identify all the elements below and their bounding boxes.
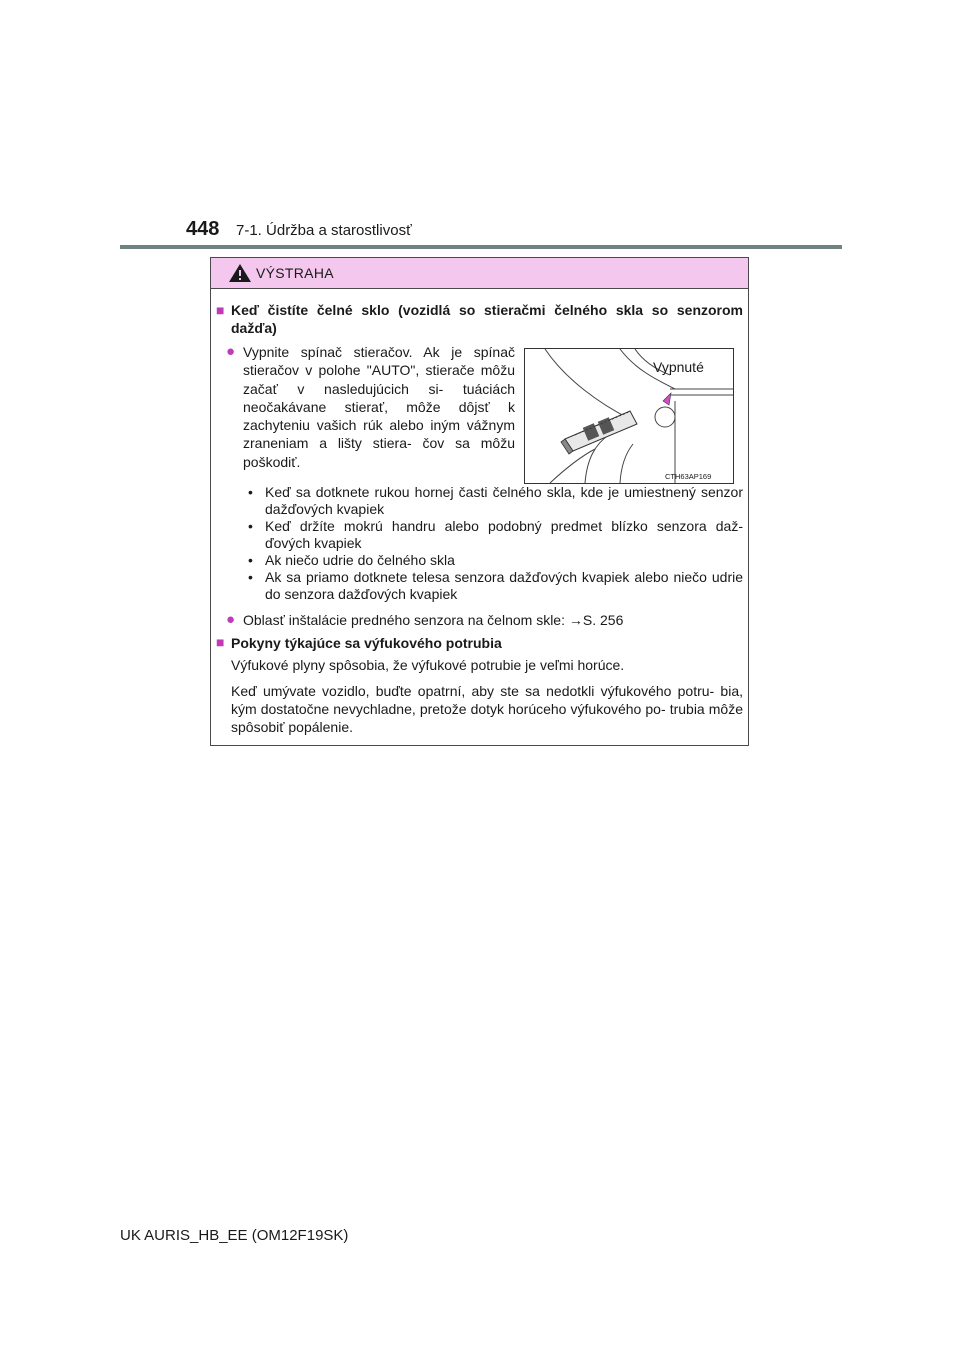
list-item-text: Ak niečo udrie do čelného skla	[265, 552, 455, 568]
warning-title: VÝSTRAHA	[256, 265, 334, 281]
warning-box	[210, 257, 749, 746]
figure-label-off: Vypnuté	[653, 359, 704, 375]
square-bullet-icon: ■	[216, 634, 225, 650]
section-heading-windshield: Keď čistíte čelné sklo (vozidlá so stieračmi čelného skla so senzorom dažďa)	[231, 302, 743, 336]
exhaust-paragraph-1: Výfukové plyny spôsobia, že výfukové potrubie je veľmi horúce.	[231, 657, 625, 673]
bullet-mark: •	[248, 518, 253, 534]
round-bullet-icon: ●	[226, 343, 236, 360]
header-rule	[120, 245, 842, 249]
page-number: 448	[186, 218, 220, 240]
exhaust-paragraph-2: Keď umývate vozidlo, buďte opatrní, aby ste sa nedotkli výfukového potru- bia, kým dostatočne nevychladne, pretože dotyk horúceho výfukového po- trubia môže spôsobiť popálenie.	[231, 683, 743, 735]
situation-list	[241, 484, 743, 603]
bullet-mark: •	[248, 552, 253, 568]
list-item	[241, 569, 743, 603]
list-item-text: Keď sa dotknete rukou hornej časti čelného skla, kde je umiestnený senzor dažďových kvapiek	[265, 484, 743, 517]
bullet-mark: •	[248, 484, 253, 500]
wiper-switch-figure	[524, 348, 734, 484]
list-item	[241, 518, 743, 552]
footer-doc-id: UK AURIS_HB_EE (OM12F19SK)	[120, 1227, 349, 1244]
bullet-mark: •	[248, 569, 253, 585]
round-bullet-icon: ●	[226, 611, 236, 628]
list-item-text: Keď držíte mokrú handru alebo podobný predmet blízko senzora daž- ďových kvapiek	[265, 518, 743, 551]
warning-triangle-icon	[228, 263, 252, 283]
warning-header	[211, 258, 748, 289]
square-bullet-icon: ■	[216, 302, 225, 318]
list-item	[241, 552, 743, 569]
figure-code: CTH63AP169	[665, 472, 712, 481]
sensor-area-reference: Oblasť inštalácie predného senzora na čelnom skle: →S. 256	[243, 612, 624, 628]
section-title: 7-1. Údržba a starostlivosť	[236, 222, 412, 239]
section-heading-exhaust: Pokyny týkajúce sa výfukového potrubia	[231, 635, 502, 651]
list-item	[241, 484, 743, 518]
wiper-switch-instruction: Vypnite spínač stieračov. Ak je spínač stieračov v polohe "AUTO", stierače môžu začať v nasledujúcich si- tuáciách neočakávane stierať, môže dôjsť k zachyteniu vašich rúk alebo iným vážnym zraneniam a lišty stiera- čov sa môžu poškodiť.	[243, 344, 515, 470]
list-item-text: Ak sa priamo dotknete telesa senzora dažďových kvapiek alebo niečo udrie do senzora dažďových kvapiek	[265, 569, 743, 602]
